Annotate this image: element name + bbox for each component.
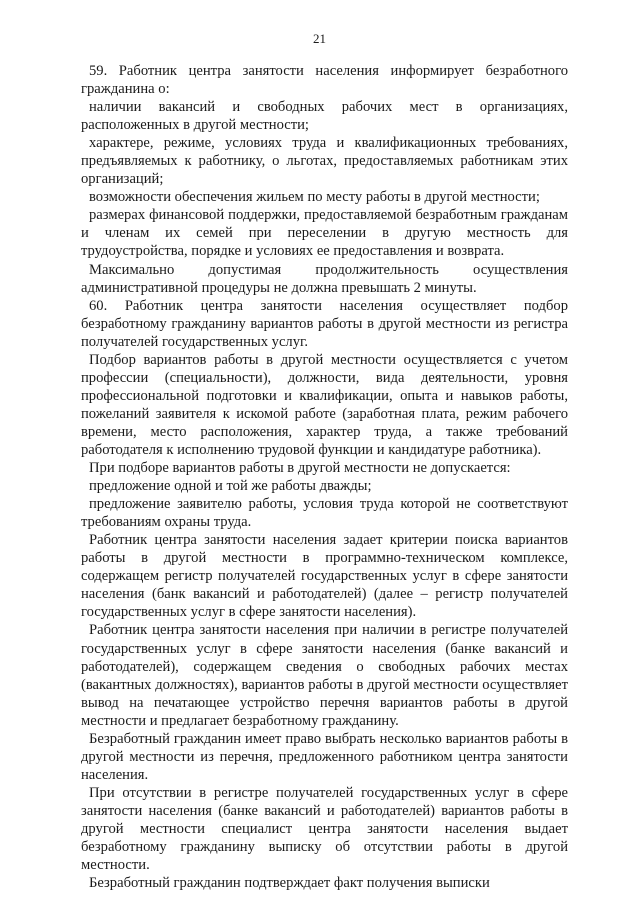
paragraph-work-conditions: характере, режиме, условиях труда и квалификационных требованиях, предъявляемых к работнику, о льготах, предоставляемых работникам этих организаций;: [81, 135, 568, 188]
document-body: [81, 62, 568, 892]
paragraph-housing: возможности обеспечения жильем по месту работы в другой местности;: [89, 189, 540, 206]
paragraph-confirmation: Безработный гражданин подтверждает факт получения выписки: [89, 875, 490, 892]
paragraph-vacancies: наличии вакансий и свободных рабочих мест в организациях, расположенных в другой местности;: [81, 99, 568, 134]
paragraph-selection-criteria: Подбор вариантов работы в другой местности осуществляется с учетом профессии (специальности), должности, вида деятельности, уровня профессиональной подготовки и квалификации, опыта и навыков работы, пожеланий заявителя к искомой работе (заработная плата, режим рабочего времени, место расположения, характер труда, а также требований работодателя к исполнению трудовой функции и кандидатуре работника).: [81, 351, 568, 458]
paragraph-search-criteria: Работник центра занятости населения задает критерии поиска вариантов работы в другой местности в программно-техническом комплексе, содержащем регистр получателей государственных услуг в сфере занятости населения (банк вакансий и работодателей) (далее – регистр получателей государственных услуг в сфере занятости населения).: [81, 532, 568, 621]
paragraph-no-duplicates: предложение одной и той же работы дважды;: [89, 478, 372, 495]
paragraph-59-intro: 59. Работник центра занятости населения информирует безработного гражданина о:: [81, 63, 568, 98]
paragraph-60-intro: 60. Работник центра занятости населения осуществляет подбор безработному гражданину вариантов работы в другой местности из регистра получателей государственных услуг.: [81, 297, 568, 350]
paragraph-printout: Работник центра занятости населения при наличии в регистре получателей государственных услуг в сфере занятости населения (банке вакансий и работодателей), содержащем сведения о свободных рабочих местах (вакантных должностях), вариантов работы в другой местности осуществляет вывод на печатающее устройство перечня вариантов работы в другой местности и предлагает безработному гражданину.: [81, 622, 568, 729]
paragraph-absence-statement: При отсутствии в регистре получателей государственных услуг в сфере занятости населения (банке вакансий и работодателей) вариантов работы в другой местности специалист центра занятости населения выдает безработному гражданину выписку об отсутствии работы в другой местности.: [81, 784, 568, 874]
page-number: 21: [313, 31, 326, 46]
paragraph-financial-support: размерах финансовой поддержки, предоставляемой безработным гражданам и членам их семей при переселении в другую местность для трудоустройства, порядке и условиях ее предоставления и возврата.: [81, 207, 568, 260]
paragraph-choice-right: Безработный гражданин имеет право выбрать несколько вариантов работы в другой местности из перечня, предложенного работником центра занятости населения.: [81, 730, 568, 783]
paragraph-not-allowed: При подборе вариантов работы в другой местности не допускается:: [89, 460, 511, 477]
paragraph-safety-requirements: предложение заявителю работы, условия труда которой не соответствуют требованиям охраны труда.: [81, 496, 568, 531]
paragraph-max-duration: Максимально допустимая продолжительность осуществления административной процедуры не должна превышать 2 минуты.: [81, 261, 568, 296]
